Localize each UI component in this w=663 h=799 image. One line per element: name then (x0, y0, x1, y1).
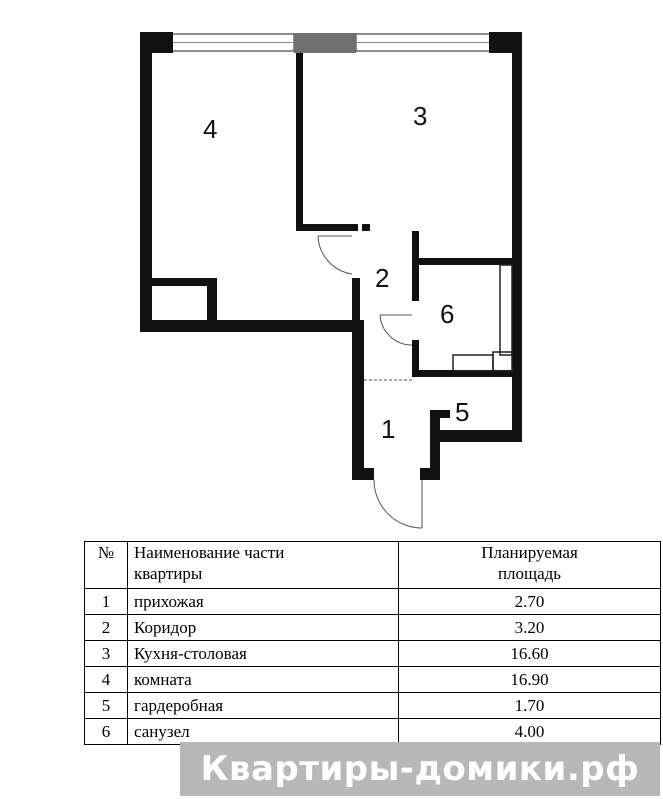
site-watermark: Квартиры-домики.рф (180, 742, 660, 796)
header-area (399, 542, 661, 589)
row-name: прихожая (128, 589, 399, 615)
table-row (85, 641, 661, 667)
door-swings (318, 236, 422, 528)
area-table (84, 541, 661, 745)
room-label-4: 4 (203, 114, 218, 144)
row-name: Кухня-столовая (128, 641, 399, 667)
row-number: 3 (85, 641, 128, 667)
table-header-row (85, 542, 661, 589)
row-number: 5 (85, 693, 128, 719)
row-area: 16.90 (399, 667, 661, 693)
header-area-line2: площадь (497, 564, 562, 583)
row-name: комната (128, 667, 399, 693)
room-label-6: 6 (440, 299, 455, 329)
header-name-line2: квартиры (134, 564, 203, 583)
row-area: 2.70 (399, 589, 661, 615)
header-number: № (85, 542, 128, 589)
room-label-3: 3 (413, 101, 428, 131)
room-label-1: 1 (381, 414, 396, 444)
room-label-2: 2 (375, 263, 390, 293)
row-number: 6 (85, 719, 128, 745)
table-row (85, 589, 661, 615)
row-area: 3.20 (399, 615, 661, 641)
row-name: санузел (128, 719, 399, 745)
header-area-line1: Планируемая (481, 543, 578, 562)
table-row (85, 693, 661, 719)
table-row (85, 667, 661, 693)
row-number: 1 (85, 589, 128, 615)
row-area: 16.60 (399, 641, 661, 667)
row-number: 2 (85, 615, 128, 641)
table-row (85, 719, 661, 745)
row-number: 4 (85, 667, 128, 693)
header-name (128, 542, 399, 589)
window-pier (294, 33, 356, 53)
row-name: Коридор (128, 615, 399, 641)
row-name: гардеробная (128, 693, 399, 719)
room-label-5: 5 (455, 397, 470, 427)
header-name-line1: Наименование части (134, 543, 285, 562)
row-area: 4.00 (399, 719, 661, 745)
table-row (85, 615, 661, 641)
row-area: 1.70 (399, 693, 661, 719)
bathroom-fixtures (453, 265, 512, 371)
